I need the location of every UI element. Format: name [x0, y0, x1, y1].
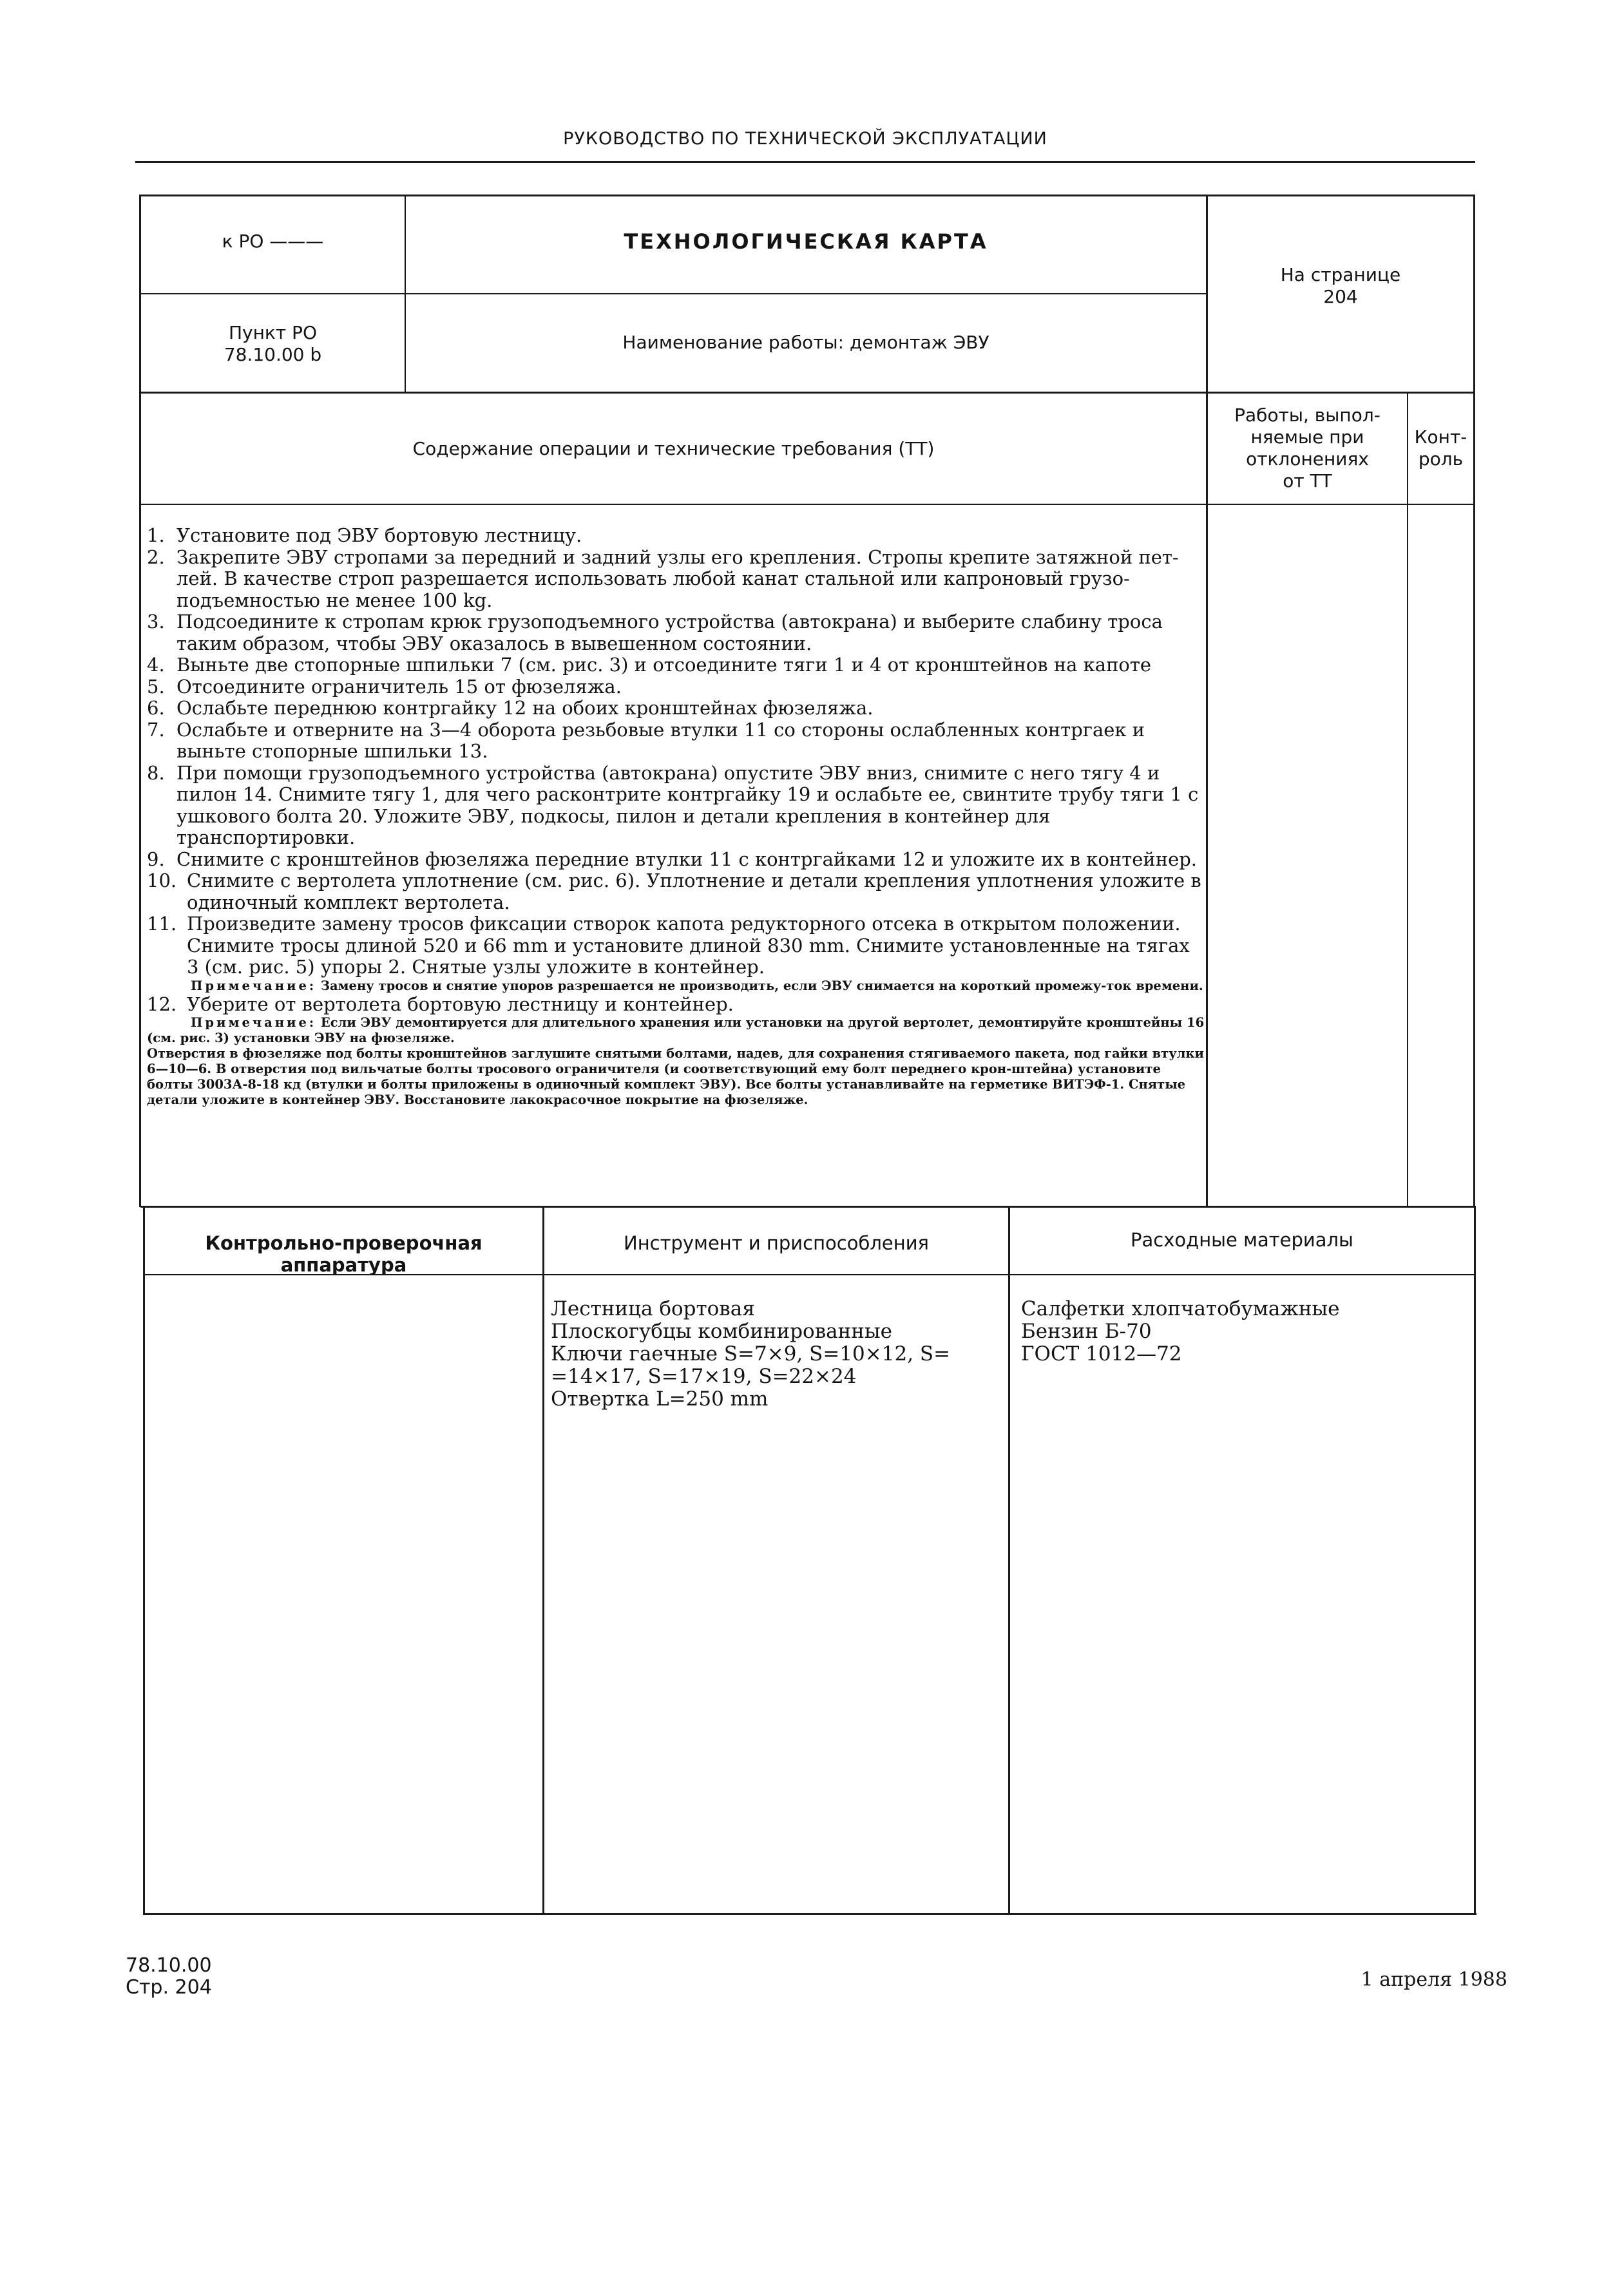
page-number: 204 — [1323, 286, 1358, 307]
list-item: Плоскогубцы комбинированные — [551, 1320, 892, 1343]
operation-item: 7. Ослабьте и отверните на 3—4 оборота резьбовые втулки 11 со стороны ослабленных контргаек и выньте стопорные шпильки 13. — [147, 718, 1145, 762]
work-name: Наименование работы: демонтаж ЭВУ — [622, 332, 989, 353]
header-rule — [135, 161, 1475, 163]
note-2: Примечание: Если ЭВУ демонтируется для длительного хранения или установки на другой вертолет, демонтируйте кронштейны 16 (см. рис. 3) установки ЭВУ на фюзеляже. — [147, 1015, 1205, 1045]
card-title: ТЕХНОЛОГИЧЕСКАЯ КАРТА — [624, 229, 988, 254]
list-item: Лестница бортовая — [551, 1297, 755, 1320]
operation-item: 12. Уберите от вертолета бортовую лестницу и контейнер. — [147, 993, 734, 1015]
operation-item: 1. Установите под ЭВУ бортовую лестницу. — [147, 524, 582, 546]
operation-item: 4. Выньте две стопорные шпильки 7 (см. рис. 3) и отсоедините тяги 1 и 4 от кронштейнов на капоте — [147, 654, 1152, 676]
column-content-header: Содержание операции и технические требования (ТТ) — [412, 438, 935, 459]
materials-list — [1021, 1298, 1466, 1366]
list-item: Отвертка L=250 mm — [551, 1387, 769, 1411]
operation-item: 11. Произведите замену тросов фиксации створок капота редукторного отсека в открытом положении. Снимите тросы длиной 520 и 66 mm и установите длиной 830 mm. Снимите установленные на тягах 3 (см. рис. 5) упоры 2. Снятые узлы уложите в контейнер. — [147, 913, 1190, 978]
page-reference — [1208, 264, 1473, 308]
tools-header: Инструмент и приспособления — [624, 1232, 929, 1254]
page-label: На странице — [1280, 264, 1401, 285]
operation-item: 6. Ослабьте переднюю контргайку 12 на обоих кронштейнах фюзеляжа. — [147, 697, 874, 719]
tools-list — [551, 1298, 1002, 1411]
list-item: Бензин Б-70 — [1021, 1320, 1152, 1343]
footer-date: 1 апреля 1988 — [1361, 1968, 1507, 1991]
equipment-header: Контрольно-проверочная аппаратура — [205, 1232, 482, 1276]
ro-reference: к РО ——— — [222, 231, 324, 252]
running-header: РУКОВОДСТВО ПО ТЕХНИЧЕСКОЙ ЭКСПЛУАТАЦИИ — [563, 129, 1047, 149]
ro-point — [141, 322, 405, 366]
operation-item: 10. Снимите с вертолета уплотнение (см. рис. 6). Уплотнение и детали крепления уплотнения уложите в одиночный комплект вертолета. — [147, 870, 1201, 913]
list-item: =14×17, S=17×19, S=22×24 — [551, 1365, 857, 1388]
list-item: Ключи гаечные S=7×9, S=10×12, S= — [551, 1342, 951, 1366]
note-1: Примечание: Замену тросов и снятие упоров разрешается не производить, если ЭВУ снимается на короткий промежу-ток времени. — [191, 978, 1203, 993]
footer-left — [126, 1955, 383, 1999]
point-label: Пункт РО — [229, 322, 317, 343]
list-item: ГОСТ 1012—72 — [1021, 1342, 1182, 1366]
operation-item: 9. Снимите с кронштейнов фюзеляжа передние втулки 11 с контргайками 12 и уложите их в контейнер. — [147, 848, 1198, 870]
operation-item: 2. Закрепите ЭВУ стропами за передний и задний узлы его крепления. Стропы крепите затяжной пет-лей. В качестве строп разрешается использовать любой канат стальной или капроновый грузо-подъемностью не менее 100 kg. — [147, 546, 1179, 611]
operation-item: 3. Подсоедините к стропам крюк грузоподъемного устройства (автокрана) и выберите слабину троса таким образом, чтобы ЭВУ оказалось в вывешенном состоянии. — [147, 611, 1163, 654]
operation-item: 8. При помощи грузоподъемного устройства (автокрана) опустите ЭВУ вниз, снимите с него тягу 4 и пилон 14. Снимите тягу 1, для чего расконтрите контргайку 19 и ослабьте ее, свинтите трубу тяги 1 с ушкового болта 20. Уложите ЭВУ, подкосы, пилон и детали крепления в контейнер для транспортировки. — [147, 761, 1199, 848]
column-deviations-header: Работы, выпол- няемые при отклонениях от ТТ — [1234, 404, 1380, 491]
operations-list — [147, 525, 1207, 1108]
operation-item: 5. Отсоедините ограничитель 15 от фюзеляжа. — [147, 675, 622, 698]
footer-page: Стр. 204 — [126, 1976, 212, 1999]
list-item: Салфетки хлопчатобумажные — [1021, 1297, 1340, 1320]
note-2-continued: Отверстия в фюзеляже под болты кронштейнов заглушите снятыми болтами, надев, для сохранения стягиваемого пакета, под гайки втулки 6—10—6. В отверстия под вильчатые болты тросового ограничителя (и соответствующий ему болт переднего крон-штейна) установите болты 3003А-8-18 кд (втулки и болты приложены в одиночный комплект ЭВУ). Все болты устанавливайте на герметике ВИТЭФ-1. Снятые детали уложите в контейнер ЭВУ. Восстановите лакокрасочное покрытие на фюзеляже. — [147, 1046, 1205, 1107]
column-control-header: Конт- роль — [1414, 426, 1467, 470]
materials-header: Расходные материалы — [1131, 1229, 1353, 1251]
point-value: 78.10.00 b — [224, 344, 322, 365]
footer-section: 78.10.00 — [126, 1954, 212, 1977]
